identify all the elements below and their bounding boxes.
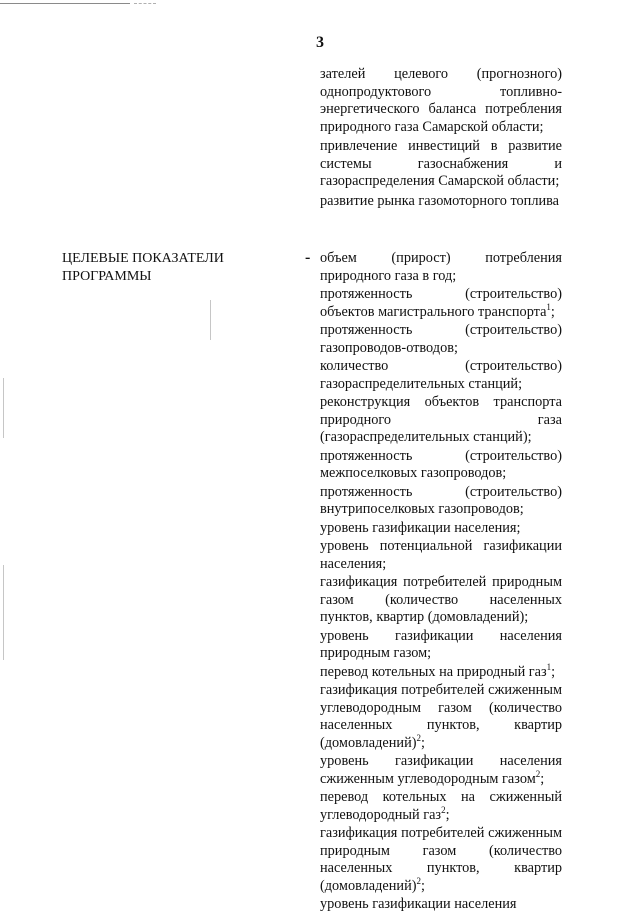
margin-mark [3,565,4,660]
footnote-ref: 2 [535,768,541,779]
margin-mark [3,378,4,438]
page-number: 3 [316,34,324,51]
indicator-item [320,574,562,627]
indicator-text: газификация потребителей сжиженным природным газом (количество населенных пунктов, квартир (домовладений) [320,825,562,894]
indicator-tail: ; [420,877,425,894]
indicator-text: протяженность (строительство) газопроводов-отводов; [320,322,562,356]
indicator-item [320,520,562,538]
indicator-text: уровень потенциальной газификации населения; [320,538,562,572]
indicator-item [320,753,562,788]
indicator-text: протяженность (строительство) объектов магистрального транспорта [320,286,562,320]
indicator-text: перевод котельных на природный газ [320,663,547,680]
indicator-text: газификация потребителей сжиженным углеводородным газом (количество населенных пунктов, квартир (домовладений) [320,682,562,751]
top-rule [0,3,130,4]
indicator-item [320,825,562,895]
indicator-tail: ; [550,303,555,320]
indicator-text: перевод котельных на сжиженный углеводородный газ [320,789,562,823]
intro-item: привлечение инвестиций в развитие системы газоснабжения и газораспределения Самарской области; [320,138,562,189]
indicator-text: уровень газификации населения сжиженным углеводородным газом [320,753,562,787]
indicator-tail: ; [445,806,450,823]
footnote-ref: 2 [416,875,421,886]
section-heading: ЦЕЛЕВЫЕ ПОКАЗАТЕЛИ ПРОГРАММЫ [62,251,224,284]
intro-block [320,66,562,210]
indicator-item [320,484,562,519]
indicator-item [320,394,562,447]
indicator-text: уровень газификации населения природным газом; [320,627,562,661]
indicator-tail: ; [551,663,556,680]
footnote-ref: 1 [546,661,552,672]
footnote-ref: 1 [546,301,551,312]
intro-item: развитие рынка газомоторного топлива [320,192,560,209]
footnote-ref: 2 [416,732,421,743]
indicator-text: реконструкция объектов транспорта природного газа (газораспределительных станций); [320,394,562,445]
indicator-tail: ; [540,770,545,787]
indicators-list [320,250,562,914]
indicator-text: объем (прирост) потребления природного газа в год; [320,250,562,284]
indicator-text: уровень газификации населения [320,896,517,912]
indicator-item [320,682,562,752]
indicator-item [320,322,562,357]
indicator-tail: ; [420,734,425,751]
indicator-item [320,250,562,285]
indicator-item [320,538,562,573]
indicator-text: протяженность (строительство) внутрипоселковых газопроводов; [320,483,562,517]
top-rule-dash [134,3,156,4]
indicator-text: количество (строительство) газораспределительных станций; [320,358,562,392]
indicator-text: протяженность (строительство) межпоселковых газопроводов; [320,447,562,481]
indicator-item [320,358,562,393]
margin-mark [210,300,211,340]
dash-marker: - [305,249,311,266]
indicator-item [320,789,562,824]
indicator-item [320,661,562,682]
indicator-item [320,628,562,663]
indicator-text: уровень газификации населения; [320,519,521,536]
indicator-text: газификация потребителей природным газом (количество населенных пунктов, квартир (домовладений); [320,574,562,625]
intro-item: зателей целевого (прогнозного) однопродуктового топливно-энергетического баланса потребления природного газа Самарской области; [320,66,562,135]
indicator-item [320,448,562,483]
footnote-ref: 2 [441,804,446,815]
indicator-item [320,286,562,321]
